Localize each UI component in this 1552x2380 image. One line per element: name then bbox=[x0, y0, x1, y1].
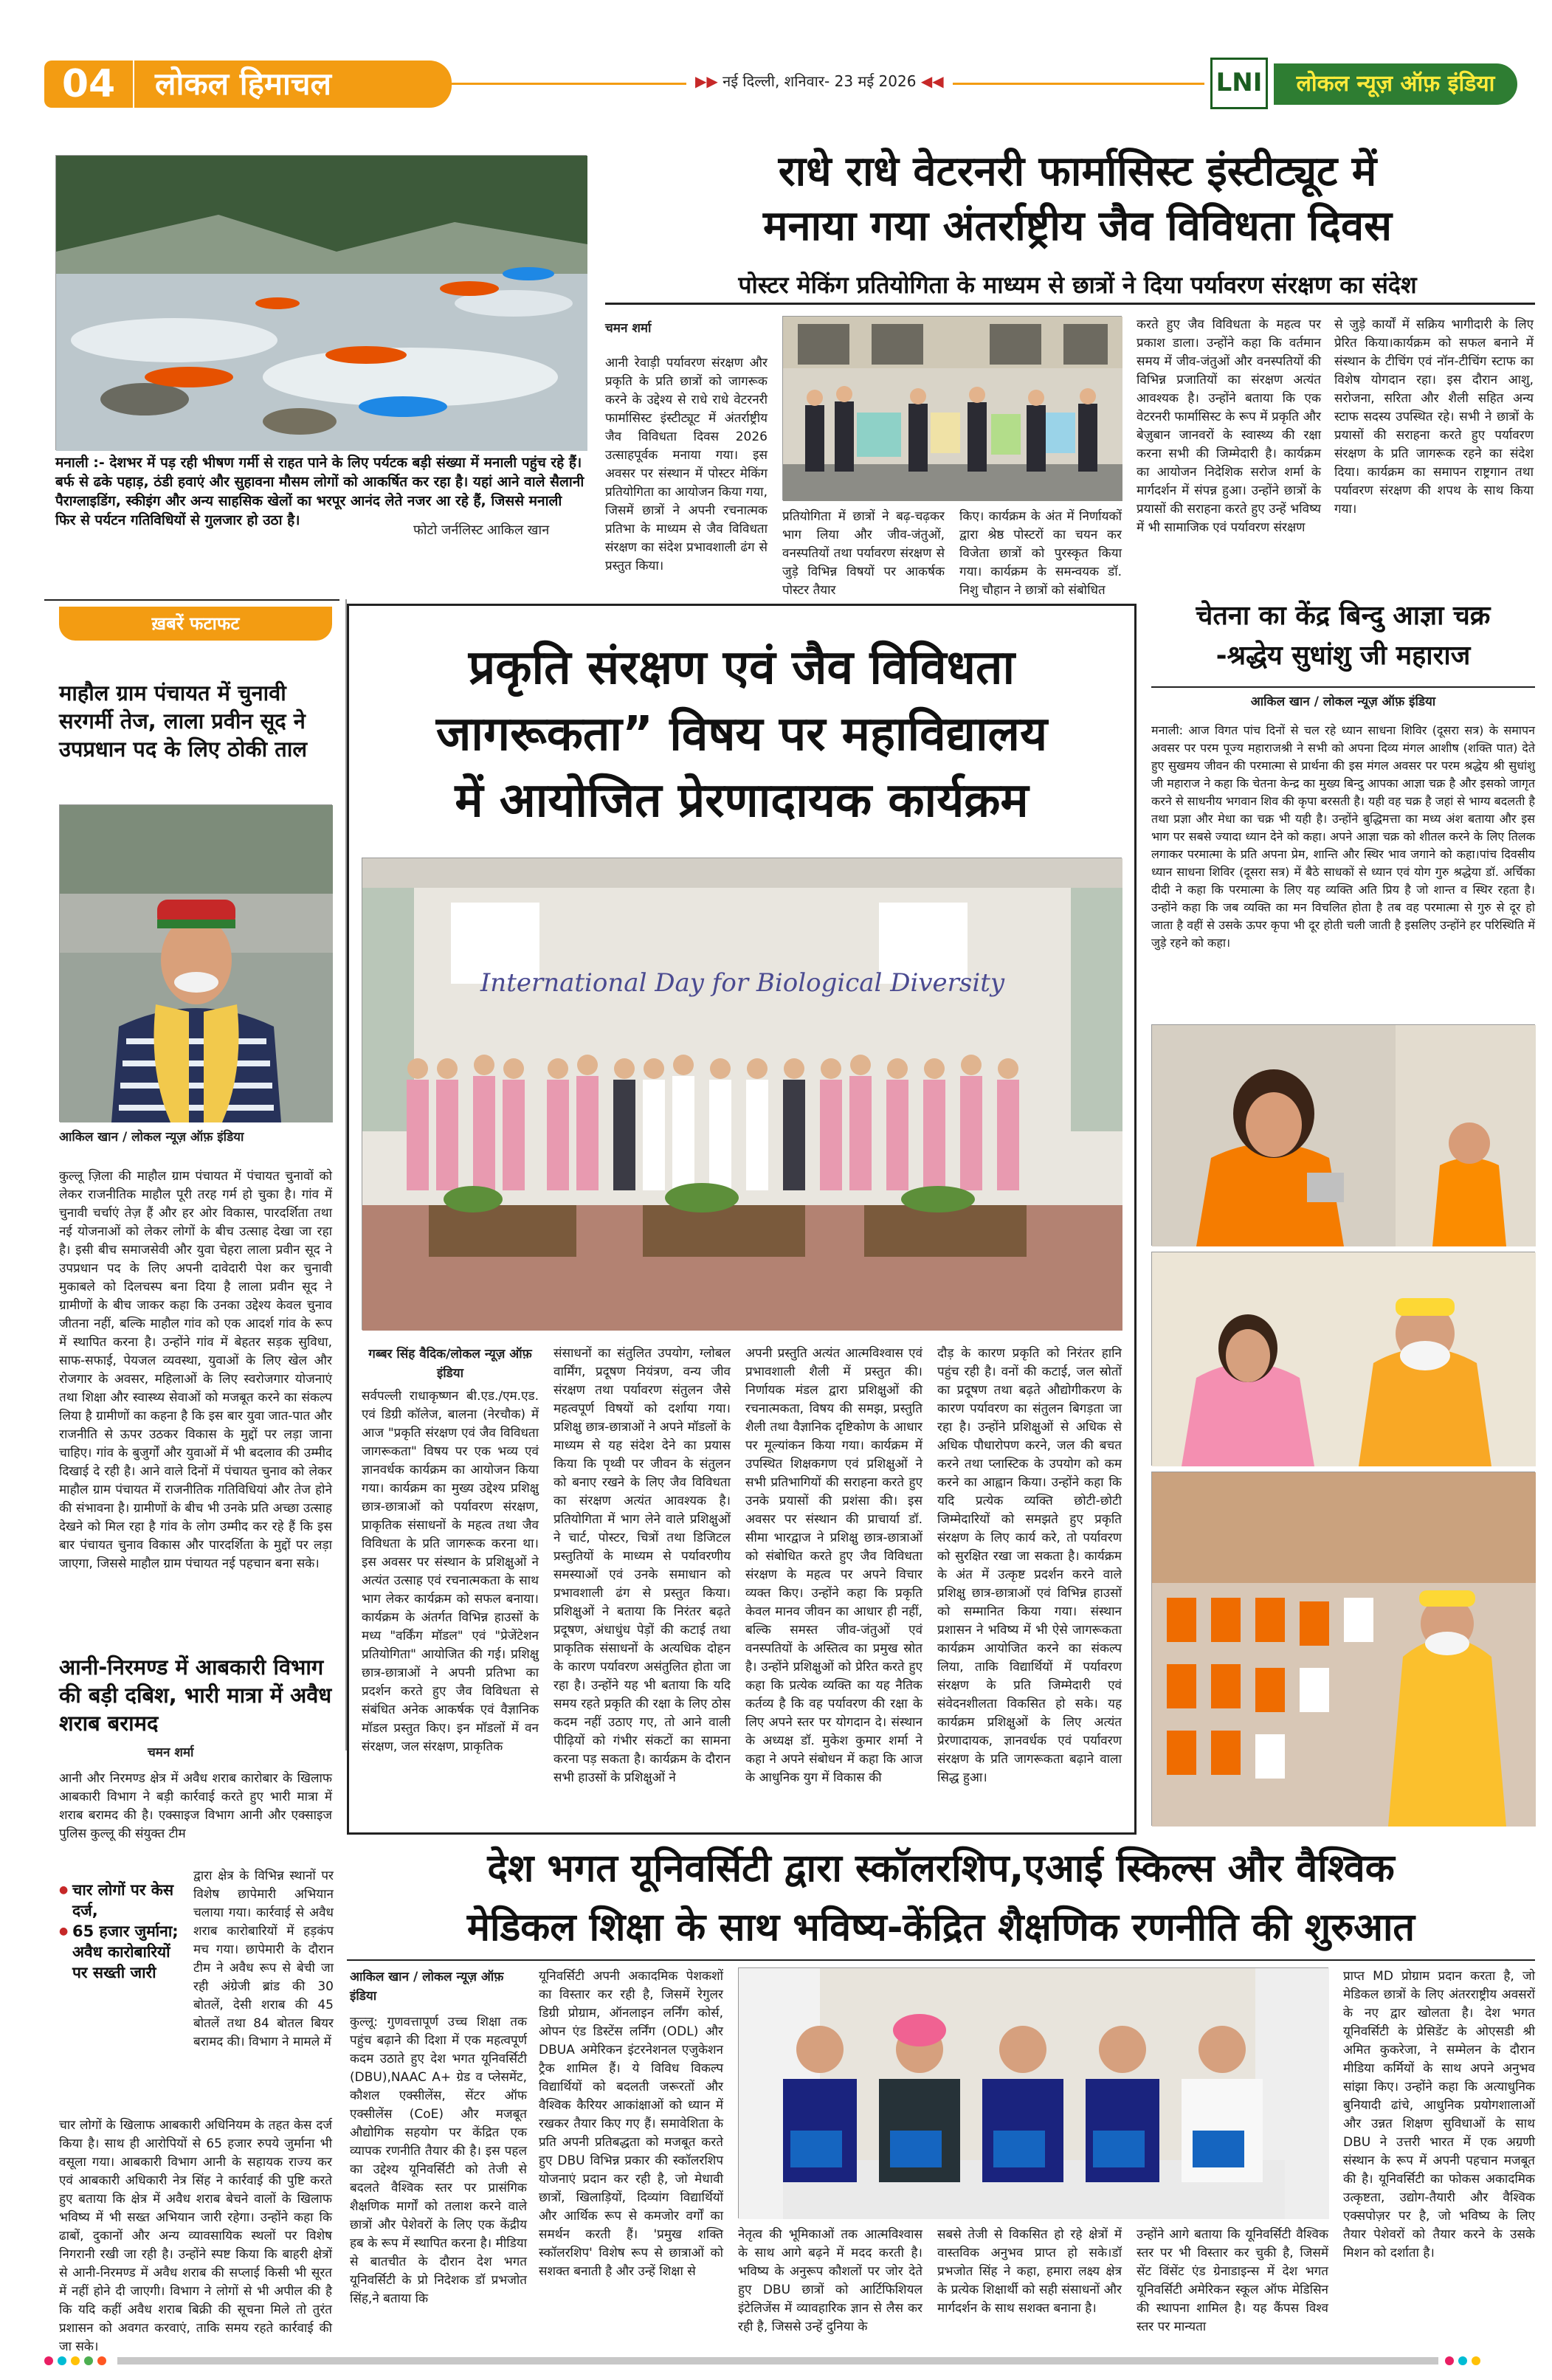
story3-rule bbox=[1151, 686, 1535, 688]
story2-college-event-photo bbox=[362, 858, 1122, 1330]
story1-col2: प्रतियोगिता में छात्रों ने बढ़-चढ़कर भाग लिया और जीव-जंतुओं, वनस्पतियों तथा पर्यावरण संरक्षण से जुड़े विभिन्न विषयों पर आकर्षक पोस्टर तैयार bbox=[782, 509, 945, 598]
manali-rafting-photo bbox=[55, 155, 587, 450]
story1-subhead: पोस्टर मेकिंग प्रतियोगिता के माध्यम से छात्रों ने दिया पर्यावरण संरक्षण का संदेश bbox=[738, 271, 1417, 299]
story2-col1: सर्वपल्ली राधाकृष्णन बी.एड./एम.एड. एवं डिग्री कॉलेज, बालना (नेरचौक) में आज "प्रकृति संरक्षण एवं जैव विविधता जागरूकता" विषय पर एक भव्य एवं ज्ञानवर्धक कार्यक्रम का आयोजन किया गया। कार्यक्रम का मुख्य उद्देश्य प्रशिक्षु छात्र-छात्राओं को पर्यावरण संरक्षण, प्राकृतिक संसाधनों के महत्व तथा जैव विविधता के प्रति जागरूक करना था। इस अवसर पर संस्थान के प्रशिक्षुओं ने अत्यंत उत्साह एवं रचनात्मकता के साथ भाग लेकर कार्यक्रम को सफल बनाया। कार्यक्रम के अंतर्गत विभिन्न हाउसों के मध्य "वर्किंग मॉडल" एवं "प्रेजेंटेशन प्रतियोगिता" आयोजित की गई। प्रशिक्षु छात्र-छात्राओं ने अपनी प्रतिभा का प्रदर्शन करते हुए जैव विविधता से संबंधित अनेक आकर्षक एवं वैज्ञानिक मॉडल प्रस्तुत किए। इन मॉडलों में वन संरक्षण, जल संरक्षण, प्राकृतिक bbox=[362, 1389, 539, 1754]
story4-col6: प्राप्त MD प्रोग्राम प्रदान करता है, जो मेडिकल छात्रों के लिए अंतरराष्ट्रीय अवसरों के नए द्वार खोलता है। देश भगत यूनिवर्सिटी के प्रेसिडेंट के ओएसडी श्री अमित कुकरेजा, ने सम्मेलन के दौरान मीडिया कर्मियों के साथ अपने अनुभव सांझा किए। उन्होंने कहा कि अत्याधुनिक बुनियादी ढांचे, आधुनिक प्रयोगशालाओं और उन्नत शिक्षण सुविधाओं के साथ DBU ने उत्तरी भारत में एक अग्रणी संस्थान के रूप में अपनी पहचान मजबूत की है। यूनिवर्सिटी का फोकस अकादमिक उत्कृष्टता, उद्योग-तैयारी और वैश्विक एक्सपोज़र पर है, जो भविष्य के लिए तैयार पेशेवरों को तैयार करने के उसके मिशन को दर्शाता है। bbox=[1343, 1969, 1535, 2260]
section-title: लोकल हिमाचल bbox=[134, 61, 452, 108]
story4-col1: कुल्लू: गुणवत्तापूर्ण उच्च शिक्षा तक पहुंच बढ़ाने की दिशा में एक महत्वपूर्ण कदम उठाते हुए देश भगत यूनिवर्सिटी (DBU),NAAC A+ ग्रेड व प्लेसमेंट, कौशल एक्सीलेंस, सेंटर ऑफ एक्सीलेंस (CoE) और मजबूत औद्योगिक सहयोग पर केंद्रित एक व्यापक रणनीति तैयार की है। इस पहल का उद्देश्य यूनिवर्सिटी को तेजी से बदलते वैश्विक स्तर पर प्रासंगिक शैक्षणिक मार्गों को तलाश करने वाले छात्रों और पेशेवरों के लिए एक केंद्रीय हब के रूप में स्थापित करना है। मीडिया से बातचीत के दौरान देश भगत यूनिवर्सिटी के प्रो निदेशक डॉ प्रभजोत सिंह,ने बताया कि bbox=[350, 2015, 527, 2306]
story3-headline: चेतना का केंद्र बिन्दु आज्ञा चक्र -श्रद्धेय सुधांशु जी महाराज bbox=[1196, 601, 1491, 671]
story4-col4: सबसे तेजी से विकसित हो रहे क्षेत्रों में वास्तविक अनुभव प्राप्त हो सके।डॉ प्रभजोत सिंह ने कहा, हमारा लक्ष्य क्षेत्र के प्रत्येक शिक्षार्थी को सही संसाधनों और मार्गदर्शन के साथ सशक्त बनाना है। bbox=[937, 2227, 1122, 2316]
dateline-arrow-left-icon: ▶▶ bbox=[695, 72, 718, 90]
manali-photo-caption: मनाली :- देशभर में पड़ रही भीषण गर्मी से राहत पाने के लिए पर्यटक बड़ी संख्या में मनाली पहुंच रहे हैं। बर्फ से ढके पहाड़, ठंडी हवाएं और सुहावना मौसम लोगों को आकर्षित कर रहा है। यहां आने वाले सैलानी पैराग्लाइडिंग, स्कीइंग और अन्य साहसिक खेलों का भरपूर आनंद लेते नजर आ रहे हैं, जिससे मनाली फिर से पर्यटन गतिविधियों से गुलजार हो उठा है। bbox=[55, 455, 584, 528]
story1-rule bbox=[605, 303, 1535, 305]
story4-byline: आकिल खान / लोकल न्यूज़ ऑफ़ इंडिया bbox=[350, 1970, 504, 2004]
sidebar-story-b-intro: आनी और निरमण्ड क्षेत्र में अवैध शराब कारोबार के खिलाफ आबकारी विभाग ने बड़ी कार्रवाई करते हुए भारी मात्रा में शराब बरामद की है। एक्साइज विभाग आनी और एक्साइज पुलिस कुल्लू की संयुक्त टीम bbox=[59, 1771, 332, 1841]
khabren-fatafat-label: ख़बरें फटाफट bbox=[59, 607, 332, 641]
story4-headline: देश भगत यूनिवर्सिटी द्वारा स्कॉलरशिप,एआई स्किल्स और वैश्विक मेडिकल शिक्षा के साथ भविष्य-केंद्रित शैक्षणिक रणनीति की शुरुआत bbox=[466, 1846, 1415, 1950]
sidebar-story-a-body: कुल्लू ज़िला की माहौल ग्राम पंचायत में पंचायत चुनावों को लेकर राजनीतिक माहौल पूरी तरह गर्म हो चुका है। गांव में चुनावी चर्चाएं तेज़ हैं और हर ओर विकास, पारदर्शिता तथा नई योजनाओं को लेकर लोगों के बीच उत्साह देखा जा रहा है। इसी बीच समाजसेवी और युवा चेहरा लाला प्रवीन सूद ने उपप्रधान पद के लिए अपनी दावेदारी पेश कर चुनावी मुकाबले को दिलचस्प बना दिया है लाला प्रवीन सूद ने ग्रामीणों के बीच जाकर कहा कि उनका उद्देश्य केवल चुनाव जीतना नहीं, बल्कि माहौल गांव को एक आदर्श गांव के रूप में स्थापित करना है। उन्होंने गांव में बेहतर सड़क सुविधा, साफ-सफाई, पेयजल व्यवस्था, युवाओं के लिए खेल और रोजगार के अवसर, महिलाओं के लिए स्वरोजगार योजनाएं तथा शिक्षा और स्वास्थ्य सेवाओं को मजबूत करने का संकल्प लिया है ग्रामीणों का कहना है कि इस बार युवा जात-पात और राजनीति से ऊपर उठकर विकास के मुद्दों पर लड़ा जाना चाहिए। गांव के बुजुर्गों और युवाओं में भी बदलाव की उम्मीद दिखाई दे रही है। आने वाले दिनों में पंचायत चुनाव को लेकर माहौल ग्राम पंचायत में राजनीतिक गतिविधियां और तेज होने की संभावना है। ग्रामीणों के बीच भी उनके प्रति अच्छा उत्साह देखने को मिल रहा है गांव के लोग उम्मीद कर रहे हैं कि इस बार पंचायत चुनाव विकास और पारदर्शिता के मुद्दों पर लड़ा जाएगा, जिससे माहौल ग्राम पंचायत नई पहचान बना सके। bbox=[59, 1169, 332, 1571]
story1-byline: चमन शर्मा bbox=[605, 321, 652, 336]
story2-byline: गब्बर सिंह वैदिक/लोकल न्यूज़ ऑफ़ इंडिया bbox=[368, 1347, 532, 1381]
story4-col5: उन्होंने आगे बताया कि यूनिवर्सिटी वैश्विक स्तर पर भी विस्तार कर चुकी है, जिसमें सेंट विंसेंट एंड ग्रेनाडाइन्स में देश भगत यूनिवर्सिटी अमेरिकन स्कूल ऑफ मेडिसिन की स्थापना शामिल है। यह कैंपस विश्व स्तर पर मान्यता bbox=[1137, 2227, 1328, 2334]
story3-byline: आकिल खान / लोकल न्यूज़ ऑफ़ इंडिया bbox=[1250, 694, 1436, 709]
sidebar-story-b-side: द्वारा क्षेत्र के विभिन्न स्थानों पर विशेष छापेमारी अभियान चलाया गया। कार्रवाई से अवैध शराब कारोबारियों में हड़कंप मच गया। छापेमारी के दौरान टीम ने अवैध रूप से बेची जा रही अंग्रेजी ब्रांड की 30 बोतलें, देसी शराब की 45 बोतलें तथा 84 बोतल बियर बरामद की। विभाग ने मामले में bbox=[193, 1869, 334, 2049]
story2-banner-text: International Day for Biological Diversity bbox=[480, 968, 1005, 998]
highlight-item: ● 65 हजार जुर्माना; अवैध कारोबारियों पर सख्ती जारी bbox=[59, 1921, 184, 1983]
story4-col3: नेतृत्व की भूमिकाओं तक आत्मविश्वास के साथ आगे बढ़ने में मदद करती है। भविष्य के अनुरूप कौशलों पर जोर देते हुए DBU छात्रों को आर्टिफिशियल इंटेलिजेंस में व्यावहारिक ज्ञान से लैस कर रही है, जिससे उन्हें दुनिया के bbox=[738, 2227, 922, 2334]
page-number: 04 bbox=[44, 61, 133, 108]
story1-headline: राधे राधे वेटरनरी फार्मासिस्ट इंस्टीट्यूट में मनाया गया अंतर्राष्ट्रीय जैव विविधता दिवस bbox=[763, 148, 1392, 250]
story3-didi-photo bbox=[1151, 1024, 1535, 1246]
story3-maharaj-photo bbox=[1151, 1252, 1535, 1466]
sidebar-story-a-headline: माहौल ग्राम पंचायत में चुनावी सरगर्मी तेज, लाला प्रवीन सूद ने उपप्रधान पद के लिए ठोकी ताल bbox=[59, 680, 307, 762]
sidebar-story-b-body: चार लोगों के खिलाफ आबकारी अधिनियम के तहत केस दर्ज किया है। साथ ही आरोपियों से 65 हजार रुपये जुर्माना भी वसूला गया। आबकारी विभाग आनी के सहायक राज्य कर एवं आबकारी अधिकारी नेत्र सिंह ने कार्रवाई की पुष्टि करते हुए बताया कि क्षेत्र में अवैध शराब बेचने वालों के खिलाफ भविष्य में भी सख्त अभियान जारी रहेगा। उन्होंने कहा कि ढाबों, दुकानों और अन्य व्यावसायिक स्थलों पर विशेष निगरानी रखी जा रही है। उन्होंने स्पष्ट किया कि बाहरी क्षेत्रों से आनी-निरमण्ड में अवैध शराब की सप्लाई किसी भी सूरत में नहीं होने दी जाएगी। विभाग ने लोगों से भी अपील की है कि यदि कहीं अवैध शराब बिक्री की सूचना मिले तो तुरंत प्रशासन को अवगत करवाएं, ताकि समय रहते कार्रवाई की जा सके। bbox=[59, 2118, 332, 2354]
story1-col3: किए। कार्यक्रम के अंत में निर्णायकों द्वारा श्रेष्ठ पोस्टरों का चयन कर विजेता छात्रों को पुरस्कृत किया गया। कार्यक्रम के समन्वयक डॉ. निशु चौहान ने छात्रों को संबोधित bbox=[959, 509, 1122, 598]
sidebar-story-b-highlights bbox=[59, 1880, 184, 1983]
story1-col5: से जुड़े कार्यों में सक्रिय भागीदारी के लिए प्रेरित किया।कार्यक्रम को सफल बनाने में संस्थान के टीचिंग एवं नॉन-टीचिंग स्टाफ का विशेष योगदान रहा। इस दौरान आशु, सरोजना, सरिता और शैली सहित अन्य स्टाफ सदस्य उपस्थित रहे। सभी ने छात्रों के प्रयासों की सराहना करते हुए पर्यावरण संरक्षण के प्रति जागरूक रहने का संदेश दिया। कार्यक्रम का समापन राष्ट्रगान तथा पर्यावरण संरक्षण की शपथ के साथ किया गया। bbox=[1334, 317, 1534, 517]
manali-photo-credit: फोटो जर्नलिस्ट आकिल खान bbox=[413, 522, 550, 538]
story1-col4: करते हुए जैव विविधता के महत्व पर प्रकाश डाला। उन्होंने कहा कि वर्तमान समय में जीव-जंतुओं और वनस्पतियों की विभिन्न प्रजातियों का संरक्षण अत्यंत आवश्यक है। उन्होंने बताया कि एक वेटरनरी फार्मासिस्ट के रूप में प्रकृति और बेज़ुबान जानवरों के स्वास्थ्य की रक्षा करना सभी की जिम्मेदारी है। कार्यक्रम का आयोजन निदेशिक सरोज शर्मा के मार्गदर्शन में संपन्न हुआ। उन्होंने छात्रों के प्रयासों की सराहना करते हुए उन्हें भविष्य में भी सामाजिक एवं पर्यावरण संरक्षण bbox=[1137, 317, 1321, 535]
sidebar-story-b-byline: चमन शर्मा bbox=[148, 1745, 194, 1760]
logo-mark: LNI bbox=[1210, 58, 1268, 109]
story2-col2: संसाधनों का संतुलित उपयोग, ग्लोबल वार्मिंग, प्रदूषण नियंत्रण, वन्य जीव संरक्षण तथा पर्यावरण संतुलन जैसे महत्वपूर्ण विषयों को दर्शाया गया। प्रशिक्षु छात्र-छात्राओं ने अपने मॉडलों के माध्यम से यह संदेश देने का प्रयास किया कि पृथ्वी पर जीवन के संतुलन को बनाए रखने के लिए जैव विविधता का संरक्षण अत्यंत आवश्यक है। प्रतियोगिता में भाग लेने वाले प्रशिक्षुओं ने चार्ट, पोस्टर, चित्रों तथा डिजिटल प्रस्तुतियों के माध्यम से पर्यावरणीय समस्याओं एवं उनके समाधान को प्रभावशाली ढंग से प्रस्तुत किया। प्रशिक्षुओं ने बताया कि निरंतर बढ़ते प्रदूषण, अंधाधुंध पेड़ों की कटाई तथा प्राकृतिक संसाधनों के अत्यधिक दोहन के कारण पर्यावरण असंतुलित होता जा रहा है। उन्होंने यह भी बताया कि यदि समय रहते प्रकृति की रक्षा के लिए ठोस कदम नहीं उठाए गए, तो आने वाली पीढ़ियों को गंभीर संकटों का सामना करना पड़ सकता है। कार्यक्रम के दौरान सभी हाउसों के प्रशिक्षुओं ने bbox=[553, 1346, 731, 1785]
story1-group-photo bbox=[782, 316, 1122, 500]
story2-headline: प्रकृति संरक्षण एवं जैव विविधता जागरूकता” विषय पर महाविद्यालय में आयोजित प्रेरणादायक कार्यक्रम bbox=[435, 641, 1048, 828]
story2-col4: दौड़ के कारण प्रकृति को निरंतर हानि पहुंच रही है। वनों की कटाई, जल स्रोतों का प्रदूषण तथा बढ़ते औद्योगीकरण के कारण पर्यावरण का संतुलन बिगड़ता जा रहा है। उन्होंने प्रशिक्षुओं से अधिक से अधिक पौधारोपण करने, जल की बचत करने तथा प्लास्टिक के उपयोग को कम करने का आह्वान किया। उन्होंने कहा कि यदि प्रत्येक व्यक्ति छोटी-छोटी जिम्मेदारियों को समझते हुए प्रकृति संरक्षण के लिए कार्य करे, तो पर्यावरण को सुरक्षित रखा जा सकता है। कार्यक्रम के अंत में उत्कृष्ट प्रदर्शन करने वाले प्रशिक्षु छात्र-छात्राओं एवं विभिन्न हाउसों को सम्मानित किया गया। संस्थान प्रशासन ने भविष्य में भी ऐसे जागरूकता कार्यक्रम आयोजित करने का संकल्प लिया, ताकि विद्यार्थियों में पर्यावरण संरक्षण के प्रति जिम्मेदारी एवं संवेदनशीलता विकसित हो सके। यह कार्यक्रम प्रशिक्षुओं के लिए अत्यंत प्रेरणादायक, ज्ञानवर्धक एवं पर्यावरण संरक्षण के प्रति जागरूकता बढ़ाने वाला सिद्ध हुआ। bbox=[937, 1346, 1122, 1785]
logo-text: लोकल न्यूज़ ऑफ़ इंडिया bbox=[1274, 63, 1517, 105]
sidebar-story-b-headline: आनी-निरमण्ड में आबकारी विभाग की बड़ी दबिश, भारी मात्रा में अवैध शराब बरामद bbox=[59, 1655, 332, 1736]
story4-col2: यूनिवर्सिटी अपनी अकादमिक पेशकशों का विस्तार कर रही है, जिसमें रेगुलर डिग्री प्रोग्राम, ऑनलाइन लर्निंग कोर्स, ओपन एंड डिस्टेंस लर्निंग (ODL) और DBUA अमेरिकन इंटरनेशनल एजुकेशन ट्रैक शामिल हैं। ये विविध विकल्प विद्यार्थियों को बदलती जरूरतों और वैश्विक कैरियर आकांक्षाओं को ध्यान में रखकर तैयार किए गए हैं। समावेशिता के प्रति अपनी प्रतिबद्धता को मजबूत करते हुए DBU विभिन्न प्रकार की स्कॉलरशिप योजनाएं प्रदान कर रही है, जो मेधावी छात्रों, खिलाड़ियों, दिव्यांग विद्यार्थियों और आर्थिक रूप से कमजोर वर्गों का समर्थन करती हैं। 'प्रमुख शक्ति स्कॉलरशिप' विशेष रूप से छात्राओं को सशक्त बनाती है और उन्हें शिक्षा से bbox=[539, 1969, 723, 2279]
dateline: ▶▶ नई दिल्ली, शनिवार- 23 मई 2026 ◀◀ bbox=[686, 71, 953, 91]
story3-body: मनाली: आज विगत पांच दिनों से चल रहे ध्यान साधना शिविर (दूसरा सत्र) के समापन अवसर पर परम पूज्य महाराजश्री ने सभी को अपना दिव्य मंगल आशीष (शक्ति पात) देते हुए सुखमय जीवन की परमात्मा से प्रार्थना की इस मंगल अवसर पर परम श्रद्धेय श्री सुधांशु जी महाराज ने कहा कि चेतना केन्द्र का मुख्य बिन्दु आपका आज्ञा चक्र है और इसको जागृत करने से साधनीय भगवान शिव की कृपा बरसती है। यही वह चक्र है जहां से भाग्य बदलती है तथा प्रज्ञा और मेधा का चक्र भी यही है। उन्होंने बुद्धिमत्ता का मध्य अंश बताया और इस भाग पर सबसे ज्यादा ध्यान देने को कहा। अपने आज्ञा चक्र को शीतल करने के लिए तिलक लगाकर परमात्मा के प्रति अपना प्रेम, शान्ति और स्थिर भाव जगाने को कहा।पांच दिवसीय ध्यान साधना शिविर (दूसरा सत्र) में बैठे साधकों से ध्यान एवं योग गुरु श्रद्धेया डॉ. अर्चिका दीदी ने कहा कि परमात्मा के लिए यह व्यक्ति अति प्रिय है जो शान्त व स्थिर रहता है। उन्होंने कहा कि जब व्यक्ति का मन विचलित होता है तब वह परमात्मा से गुरु से दूर हो जाता है वहीं से उसके ऊपर कृपा भी दूर होती चली जाती है इसलिए उन्होंने हर परिस्थिति में जुड़े रहने को कहा। bbox=[1151, 723, 1535, 950]
sidebar-praveen-sood-photo bbox=[59, 804, 332, 1122]
story3-devotees-photo bbox=[1151, 1472, 1535, 1826]
footer-decoration bbox=[44, 2354, 1513, 2365]
story4-rule bbox=[347, 1959, 1535, 1961]
sidebar-rule-top bbox=[44, 599, 339, 601]
story2-col3: अपनी प्रस्तुति अत्यंत आत्मविश्वास एवं प्रभावशाली शैली में प्रस्तुत की। निर्णायक मंडल द्वारा प्रशिक्षुओं की रचनात्मकता, विषय की समझ, प्रस्तुति शैली तथा वैज्ञानिक दृष्टिकोण के आधार पर मूल्यांकन किया गया। कार्यक्रम में उपस्थित शिक्षकगण एवं प्रशिक्षुओं ने सभी प्रतिभागियों की सराहना करते हुए उनके प्रयासों की प्रशंसा की। इस अवसर पर संस्थान की प्राचार्या डॉ. सीमा भारद्वाज ने प्रशिक्षु छात्र-छात्राओं को संबोधित करते हुए जैव विविधता संरक्षण के महत्व पर अपने विचार व्यक्त किए। उन्होंने कहा कि प्रकृति केवल मानव जीवन का आधार ही नहीं, बल्कि समस्त जीव-जंतुओं एवं वनस्पतियों के अस्तित्व का प्रमुख स्रोत है। उन्होंने प्रशिक्षुओं को प्रेरित करते हुए कहा कि प्रत्येक व्यक्ति का यह नैतिक कर्तव्य है कि वह पर्यावरण की रक्षा के लिए अपने स्तर पर योगदान दे। संस्थान के अध्यक्ष डॉ. मुकेश कुमार शर्मा ने कहा ने अपने संबोधन में कहा कि आज के आधुनिक युग में विकास की bbox=[745, 1346, 922, 1785]
sidebar-photo-credit: आकिल खान / लोकल न्यूज़ ऑफ़ इंडिया bbox=[59, 1130, 244, 1145]
dateline-arrow-right-icon: ◀◀ bbox=[920, 72, 944, 90]
story1-col1: आनी रेवाड़ी पर्यावरण संरक्षण और प्रकृति के प्रति छात्रों को जागरूक करने के उद्देश्य से राधे राधे वेटरनरी फार्मासिस्ट इंस्टीट्यूट में अंतर्राष्ट्रीय जैव विविधता दिवस 2026 उत्साहपूर्वक मनाया गया। इस अवसर पर संस्थान में पोस्टर मेकिंग प्रतियोगिता का आयोजन किया गया, जिसमें छात्रों ने अपनी रचनात्मक प्रतिभा के माध्यम से जैव विविधता संरक्षण का संदेश प्रभावशाली ढंग से प्रस्तुत किया। bbox=[605, 356, 768, 573]
story4-press-conference-photo bbox=[738, 1967, 1328, 2218]
highlight-item: ● चार लोगों पर केस दर्ज, bbox=[59, 1880, 184, 1921]
